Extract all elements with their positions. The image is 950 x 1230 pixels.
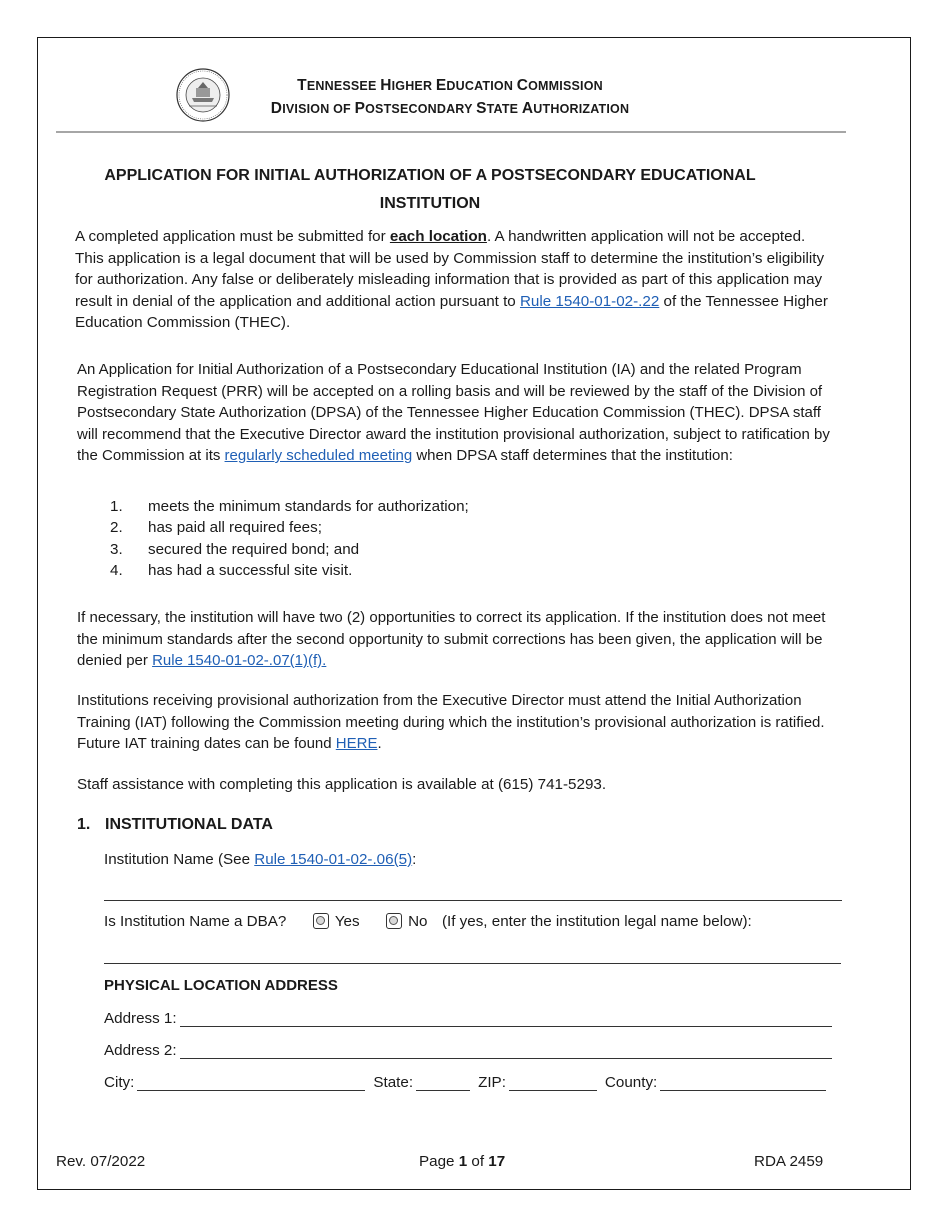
- iat-training-here-link[interactable]: HERE: [335, 735, 378, 752]
- zip-field[interactable]: [509, 1074, 597, 1091]
- list-item: [110, 539, 469, 560]
- dba-no-radio[interactable]: [386, 913, 402, 929]
- address1-field[interactable]: [180, 1010, 832, 1027]
- list-item-text: secured the required bond; and: [148, 540, 360, 558]
- footer-revision: Rev. 07/2022: [56, 1153, 146, 1170]
- dba-question: Is Institution Name a DBA? Yes No (If yes, enter the institution legal name below):: [104, 913, 752, 930]
- state-label: State:: [373, 1074, 414, 1091]
- dba-note: (If yes, enter the institution legal name below):: [441, 913, 752, 930]
- city-state-zip-row: [104, 1074, 826, 1091]
- regularly-scheduled-meeting-link[interactable]: regularly scheduled meeting: [224, 447, 413, 464]
- corrections-paragraph: If necessary, the institution will have two (2) opportunities to correct its application. If the institution does not meet the minimum standards after the second opportunity to submit corrections has been given, the application will be denied per Rule 1540-01-02-.07(1)(f).: [77, 609, 826, 669]
- dba-yes-label: Yes: [334, 913, 360, 930]
- list-item: [110, 496, 469, 517]
- address2-label: Address 2:: [104, 1042, 177, 1059]
- state-seal-icon: [176, 68, 230, 122]
- section-heading-institutional-data: 1. INSTITUTIONAL DATA: [77, 816, 273, 833]
- institution-name-label: Institution Name (See Rule 1540-01-02-.06(5):: [104, 851, 417, 868]
- training-paragraph: Institutions receiving provisional authorization from the Executive Director must attend the Initial Authorization Training (IAT) following the Commission meeting during which the institution’s provisional authorization is ratified. Future IAT training dates can be found HERE.: [77, 692, 825, 752]
- list-item: [110, 517, 469, 538]
- address1-row: [104, 1010, 840, 1027]
- header-division: DIVISION OF POSTSECONDARY STATE AUTHORIZATION: [270, 100, 630, 117]
- county-label: County:: [604, 1074, 658, 1091]
- address2-field[interactable]: [180, 1042, 832, 1059]
- page-title: APPLICATION FOR INITIAL AUTHORIZATION OF A POSTSECONDARY EDUCATIONAL INSTITUTION: [104, 167, 756, 212]
- list-item-text: meets the minimum standards for authorization;: [148, 498, 469, 515]
- address1-label: Address 1:: [104, 1010, 177, 1027]
- footer-page-number: Page 1 of 17: [419, 1153, 506, 1170]
- header-divider: [56, 131, 846, 133]
- list-item: [110, 560, 469, 581]
- staff-assistance: Staff assistance with completing this application is available at (615) 741-5293.: [77, 776, 607, 793]
- rule-1540-01-02-06-link[interactable]: Rule 1540-01-02-.06(5): [254, 851, 413, 868]
- list-item-text: has paid all required fees;: [148, 519, 322, 537]
- city-label: City:: [104, 1074, 135, 1091]
- header-commission: TENNESSEE HIGHER EDUCATION COMMISSION: [297, 77, 603, 94]
- rule-1540-01-02-22-link[interactable]: Rule 1540-01-02-.22: [519, 292, 660, 310]
- physical-address-heading: PHYSICAL LOCATION ADDRESS: [104, 977, 338, 994]
- list-item-number: 1.: [110, 498, 123, 515]
- state-field[interactable]: [416, 1074, 470, 1091]
- list-item-text: has had a successful site visit.: [148, 561, 353, 579]
- rule-1540-01-02-07-link[interactable]: Rule 1540-01-02-.07(1)(f).: [152, 652, 327, 669]
- list-item-number: 2.: [110, 519, 123, 537]
- zip-label: ZIP:: [478, 1074, 506, 1091]
- process-paragraph: An Application for Initial Authorization of a Postsecondary Educational Institution (IA) and the related Program Registration Request (PRR) will be accepted on a rolling basis and will be reviewed by the staff of the Division of Postsecondary State Authorization (DPSA) of the Tennessee Higher Education Commission (THEC). DPSA staff will recommend that the Executive Director award the institution provisional authorization, subject to ratification by the Commission at its regularly scheduled meeting when DPSA staff determines that the institution:: [77, 361, 830, 464]
- list-item-number: 4.: [110, 561, 123, 579]
- dba-no-label: No: [408, 913, 428, 930]
- institution-name-field[interactable]: [104, 900, 842, 901]
- legal-name-field[interactable]: [104, 963, 841, 964]
- intro-paragraph: A completed application must be submitted for each location. A handwritten application will not be accepted. This application is a legal document that will be used by Commission staff to determine the institution’s eligibility for authorization. Any false or deliberately misleading information that is provided as part of this application may result in denial of the application and additional action pursuant to Rule 1540-01-02-.22 of the Tennessee Higher Education Commission (THEC).: [75, 228, 828, 331]
- list-item-number: 3.: [110, 540, 123, 558]
- county-field[interactable]: [660, 1074, 826, 1091]
- footer-form-code: RDA 2459: [754, 1153, 824, 1170]
- address2-row: [104, 1042, 840, 1059]
- city-field[interactable]: [137, 1074, 365, 1091]
- criteria-list: [110, 496, 469, 581]
- dba-yes-radio[interactable]: [313, 913, 329, 929]
